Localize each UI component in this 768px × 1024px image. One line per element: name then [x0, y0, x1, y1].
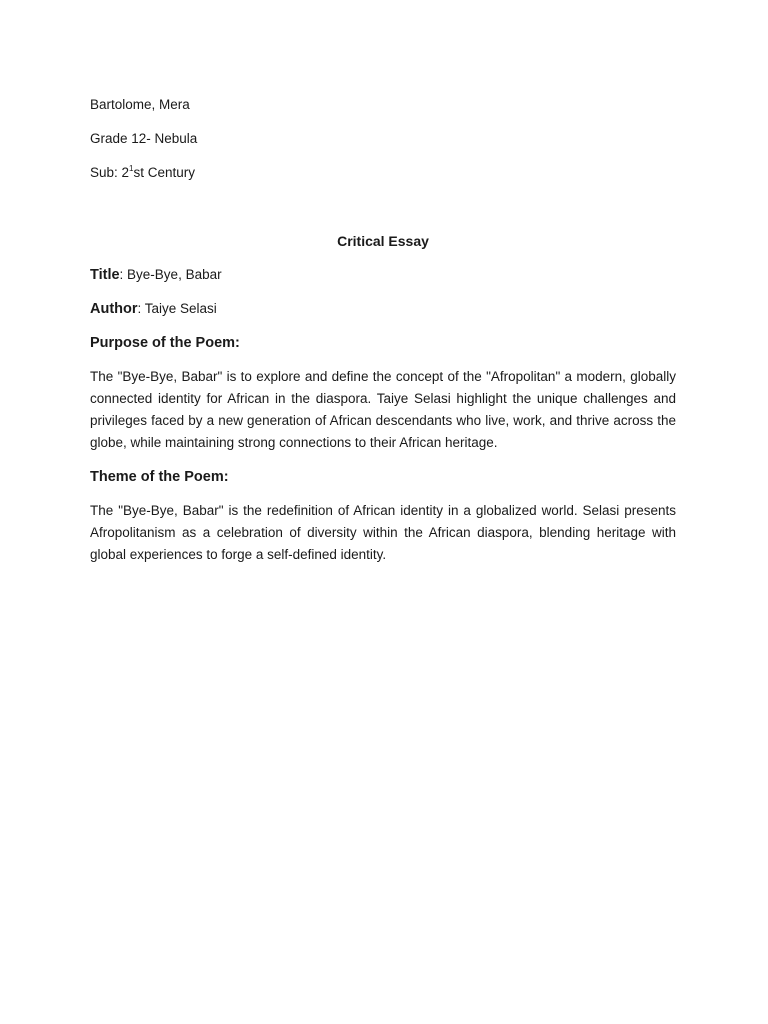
- subject-prefix: Sub: 2: [90, 165, 130, 180]
- subject-suffix: st Century: [133, 165, 196, 180]
- theme-heading: Theme of the Poem:: [90, 469, 229, 485]
- spacer: [90, 196, 676, 230]
- author-field: [90, 298, 676, 320]
- student-grade: Grade 12- Nebula: [90, 131, 198, 146]
- subject-line: [90, 162, 676, 184]
- purpose-heading: Purpose of the Poem:: [90, 335, 240, 351]
- purpose-paragraph: The "Bye-Bye, Babar" is to explore and define the concept of the "Afropolitan" a modern, globally connected identity for African in the diaspora. Taiye Selasi highlight the unique challenges and privileges faced by a new generation of African descendants who live, work, and thrive across the globe, while maintaining strong connections to their African heritage.: [90, 369, 676, 450]
- document-content: [90, 94, 676, 578]
- student-name: Bartolome, Mera: [90, 97, 190, 112]
- author-label: Author: [90, 301, 138, 317]
- author-value: : Taiye Selasi: [137, 301, 217, 316]
- essay-heading: Critical Essay: [337, 233, 429, 249]
- title-field: [90, 264, 676, 286]
- title-value: : Bye-Bye, Babar: [119, 267, 222, 282]
- theme-paragraph: The "Bye-Bye, Babar" is the redefinition of African identity in a globalized world. Selasi presents Afropolitanism as a celebration of diversity within the African diaspora, blending heritage with global experiences to forge a self-defined identity.: [90, 503, 676, 562]
- subject-superscript: 1: [129, 163, 134, 173]
- title-label: Title: [90, 267, 120, 283]
